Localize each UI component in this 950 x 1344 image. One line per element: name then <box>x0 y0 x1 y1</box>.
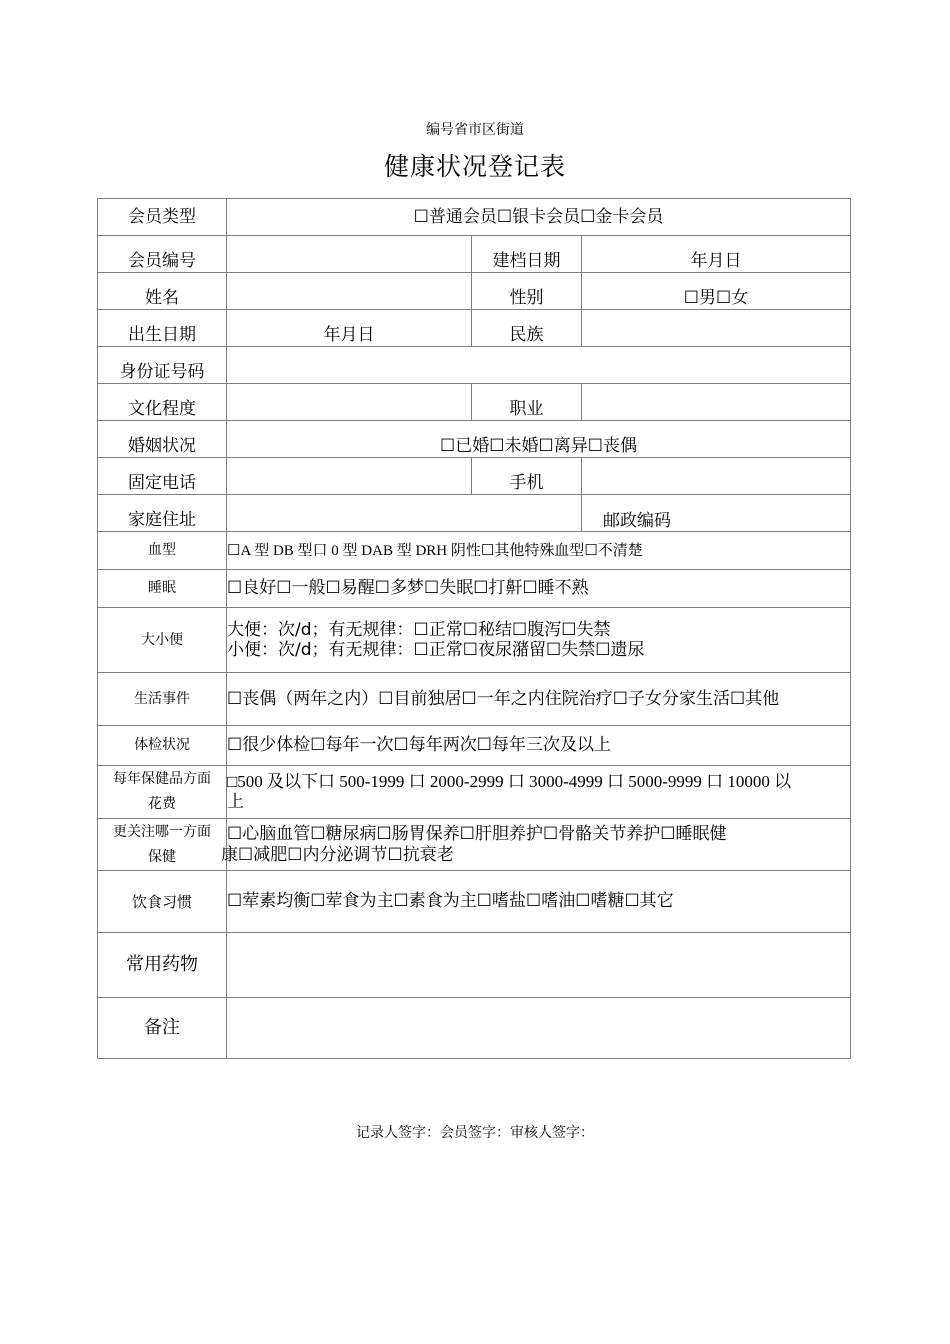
marital-label: 婚姻状况 <box>98 421 227 458</box>
diet-label: 饮食习惯 <box>98 871 227 933</box>
education-label: 文化程度 <box>98 384 227 421</box>
health-focus-label-line2: 保健 <box>148 848 176 865</box>
health-spending-label-line1: 每年保健品方面 <box>113 771 211 787</box>
phone-field[interactable] <box>227 458 472 495</box>
gender-label: 性别 <box>472 273 582 310</box>
mobile-field[interactable] <box>582 458 851 495</box>
excretion-label: 大小便 <box>98 608 227 673</box>
id-number-label: 身份证号码 <box>98 347 227 384</box>
remarks-field[interactable] <box>227 998 851 1059</box>
sleep-label: 睡眠 <box>98 570 227 608</box>
signature-line: 记录人签字：会员签字：审核人签字： <box>356 1125 594 1141</box>
form-title: 健康状况登记表 <box>383 152 566 181</box>
name-label: 姓名 <box>98 273 227 310</box>
life-events-options[interactable]: ☐丧偶（两年之内）☐目前独居☐一年之内住院治疗☐子女分家生活☐其他 <box>227 673 851 726</box>
health-spending-options[interactable] <box>227 766 851 819</box>
member-type-label: 会员类型 <box>98 199 227 236</box>
birth-date-label: 出生日期 <box>98 310 227 347</box>
postcode-label: 邮政编码 <box>603 511 671 531</box>
checkup-label: 体检状况 <box>98 726 227 766</box>
sleep-options[interactable]: ☐良好☐一般☐易醒☐多梦☐失眠☐打鼾☐睡不熟 <box>227 570 851 608</box>
education-field[interactable] <box>227 384 472 421</box>
health-focus-label <box>98 819 227 871</box>
ethnicity-field[interactable] <box>582 310 851 347</box>
health-spending-line2: 上 <box>227 792 244 811</box>
excretion-options[interactable] <box>227 608 851 673</box>
blood-type-label: 血型 <box>98 532 227 570</box>
file-date-label: 建档日期 <box>472 236 582 273</box>
address-label: 家庭住址 <box>98 495 227 532</box>
health-focus-line1: ☐心脑血管☐糖尿病☐肠胃保养☐肝胆养护☐骨骼关节养护☐睡眠健 <box>227 824 727 845</box>
health-focus-options[interactable] <box>221 819 851 871</box>
occupation-field[interactable] <box>582 384 851 421</box>
marital-options[interactable]: ☐已婚☐未婚☐离异☐丧偶 <box>227 421 851 458</box>
form-subtitle: 编号省市区街道 <box>426 122 524 138</box>
life-events-label: 生活事件 <box>98 673 227 726</box>
medication-label: 常用药物 <box>98 933 227 998</box>
blood-type-options[interactable]: ☐A 型 DB 型口 0 型 DAB 型 DRH 阴性☐其他特殊血型☐不清楚 <box>227 532 851 570</box>
health-spending-label <box>98 766 227 819</box>
address-field[interactable] <box>227 495 671 532</box>
health-spending-label-line2: 花费 <box>148 796 176 812</box>
file-date-field[interactable]: 年月日 <box>582 236 851 273</box>
health-focus-line2: 康☐减肥☐内分泌调节☐抗衰老 <box>221 844 454 865</box>
birth-date-field[interactable]: 年月日 <box>227 310 472 347</box>
remarks-label: 备注 <box>98 998 227 1059</box>
ethnicity-label: 民族 <box>472 310 582 347</box>
gender-options[interactable]: ☐男☐女 <box>582 273 851 310</box>
member-no-field[interactable] <box>227 236 472 273</box>
stool-line: 大便：次/d；有无规律：☐正常☐秘结☐腹泻☐失禁 <box>227 619 611 640</box>
mobile-label: 手机 <box>472 458 582 495</box>
name-field[interactable] <box>227 273 472 310</box>
urine-line: 小便：次/d；有无规律：☐正常☐夜尿潴留☐失禁☐遗尿 <box>227 640 645 660</box>
diet-options[interactable]: ☐荤素均衡☐荤食为主☐素食为主☐嗜盐☐嗜油☐嗜糖☐其它 <box>227 871 851 933</box>
registration-table <box>97 198 851 1059</box>
checkup-options[interactable]: ☐很少体检☐每年一次☐每年两次☐每年三次及以上 <box>227 726 851 766</box>
id-number-field[interactable] <box>227 347 851 384</box>
medication-field[interactable] <box>227 933 851 998</box>
health-spending-line1: □500 及以下口 500-1999 口 2000-2999 口 3000-4999 口 5000-9999 口 10000 以 <box>227 771 792 791</box>
member-no-label: 会员编号 <box>98 236 227 273</box>
phone-label: 固定电话 <box>98 458 227 495</box>
occupation-label: 职业 <box>472 384 582 421</box>
health-focus-label-line1: 更关注哪一方面 <box>113 823 211 840</box>
member-type-options[interactable]: ☐普通会员☐银卡会员☐金卡会员 <box>227 199 851 236</box>
